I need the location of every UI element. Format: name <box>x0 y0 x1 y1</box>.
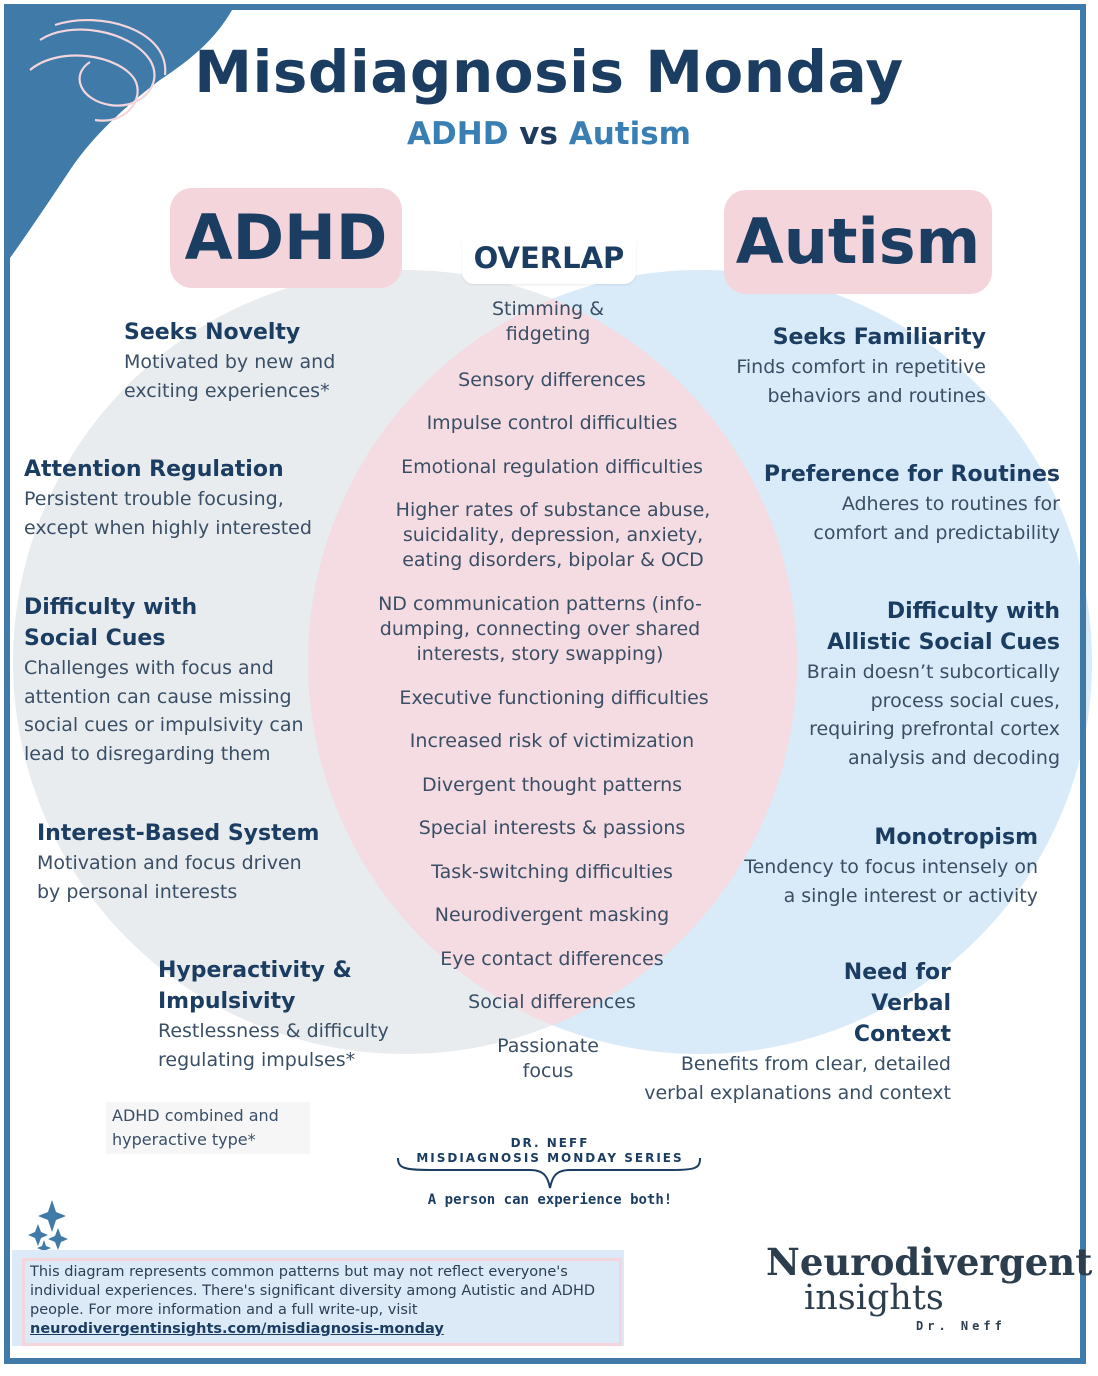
page-subtitle <box>0 116 1098 152</box>
subtitle-adhd: ADHD <box>407 116 509 152</box>
subtitle-vs: vs <box>519 116 558 152</box>
adhd-item-desc: Motivated by new and exciting experiences* <box>124 351 336 402</box>
autism-item-heading: Difficulty with Allistic Social Cues <box>827 599 1060 655</box>
overlap-label: OVERLAP <box>462 232 636 284</box>
disclaimer-link[interactable]: neurodivergentinsights.com/misdiagnosis-monday <box>30 1321 444 1337</box>
adhd-item-heading: Seeks Novelty <box>124 320 301 345</box>
series-author: DR. NEFF <box>510 1136 590 1150</box>
autism-item <box>620 957 951 1107</box>
autism-item-desc: Brain doesn’t subcortically process social cues, requiring prefrontal cortex analysis and decoding <box>806 661 1060 769</box>
adhd-item-heading: Difficulty with Social Cues <box>24 595 198 651</box>
overlap-item: ND communication patterns (info-dumping, connecting over shared interests, story swapping) <box>378 593 702 665</box>
overlap-item: Emotional regulation difficulties <box>401 456 703 478</box>
overlap-item: Sensory differences <box>458 369 646 391</box>
autism-item <box>760 459 1060 547</box>
overlap-item: Task-switching difficulties <box>431 861 673 883</box>
autism-item-heading: Seeks Familiarity <box>772 325 986 350</box>
adhd-item-heading: Hyperactivity & Impulsivity <box>158 958 352 1014</box>
autism-item-heading: Need for Verbal Context <box>843 960 951 1047</box>
overlap-item: Special interests & passions <box>418 817 686 839</box>
overlap-item: Eye contact differences <box>440 948 664 970</box>
adhd-item <box>37 818 337 906</box>
adhd-item-desc: Persistent trouble focusing, except when highly interested <box>24 488 312 539</box>
autism-item-desc: Adheres to routines for comfort and predictability <box>813 493 1060 544</box>
adhd-item <box>158 955 408 1074</box>
autism-item-desc: Finds comfort in repetitive behaviors and routines <box>736 356 986 407</box>
overlap-item: Increased risk of victimization <box>409 730 695 752</box>
overlap-item: Executive functioning difficulties <box>399 687 709 709</box>
page-title: Misdiagnosis Monday <box>194 38 904 106</box>
adhd-label: ADHD <box>170 188 402 288</box>
overlap-item: Impulse control difficulties <box>426 412 678 434</box>
series-tagline: A person can experience both! <box>427 1192 673 1208</box>
series-name: MISDIAGNOSIS MONDAY SERIES <box>416 1151 684 1165</box>
overlap-item: Higher rates of substance abuse, suicidality, depression, anxiety, eating disorders, bipolar & OCD <box>395 499 711 571</box>
autism-item-heading: Monotropism <box>874 825 1038 850</box>
autism-item-desc: Tendency to focus intensely on a single interest or activity <box>744 856 1038 907</box>
adhd-item-heading: Interest-Based System <box>37 821 320 846</box>
autism-label: Autism <box>724 190 992 294</box>
overlap-item: Stimming & fidgeting <box>491 298 605 345</box>
autism-item <box>780 596 1060 772</box>
adhd-item-desc: Restlessness & difficulty regulating impulses* <box>158 1020 389 1071</box>
adhd-item <box>24 454 344 542</box>
adhd-item-desc: Challenges with focus and attention can cause missing social cues or impulsivity can lead to disregarding them <box>24 657 304 765</box>
autism-item <box>700 322 986 410</box>
adhd-item <box>124 317 384 405</box>
adhd-item <box>24 592 324 768</box>
overlap-item: Divergent thought patterns <box>421 774 683 796</box>
autism-item-heading: Preference for Routines <box>763 462 1060 487</box>
overlap-item: Passionate focus <box>497 1035 599 1082</box>
logo-line1: Neurodivergent <box>766 1240 1093 1284</box>
adhd-type-note: ADHD combined and hyperactive type* <box>106 1102 310 1154</box>
logo-line3: Dr. Neff <box>916 1319 1006 1333</box>
disclaimer-text: This diagram represents common patterns but may not reflect everyone's individual experiences. There's significant diversity among Autistic and ADHD people. For more information and a full write-up, visit <box>30 1264 596 1318</box>
logo-line2: insights <box>804 1278 944 1318</box>
subtitle-autism: Autism <box>568 116 691 152</box>
autism-item-desc: Benefits from clear, detailed verbal explanations and context <box>644 1053 951 1104</box>
overlap-item: Social differences <box>468 991 636 1013</box>
overlap-item: Neurodivergent masking <box>434 904 670 926</box>
adhd-item-heading: Attention Regulation <box>24 457 284 482</box>
autism-item <box>730 822 1038 910</box>
adhd-item-desc: Motivation and focus driven by personal interests <box>37 852 302 903</box>
